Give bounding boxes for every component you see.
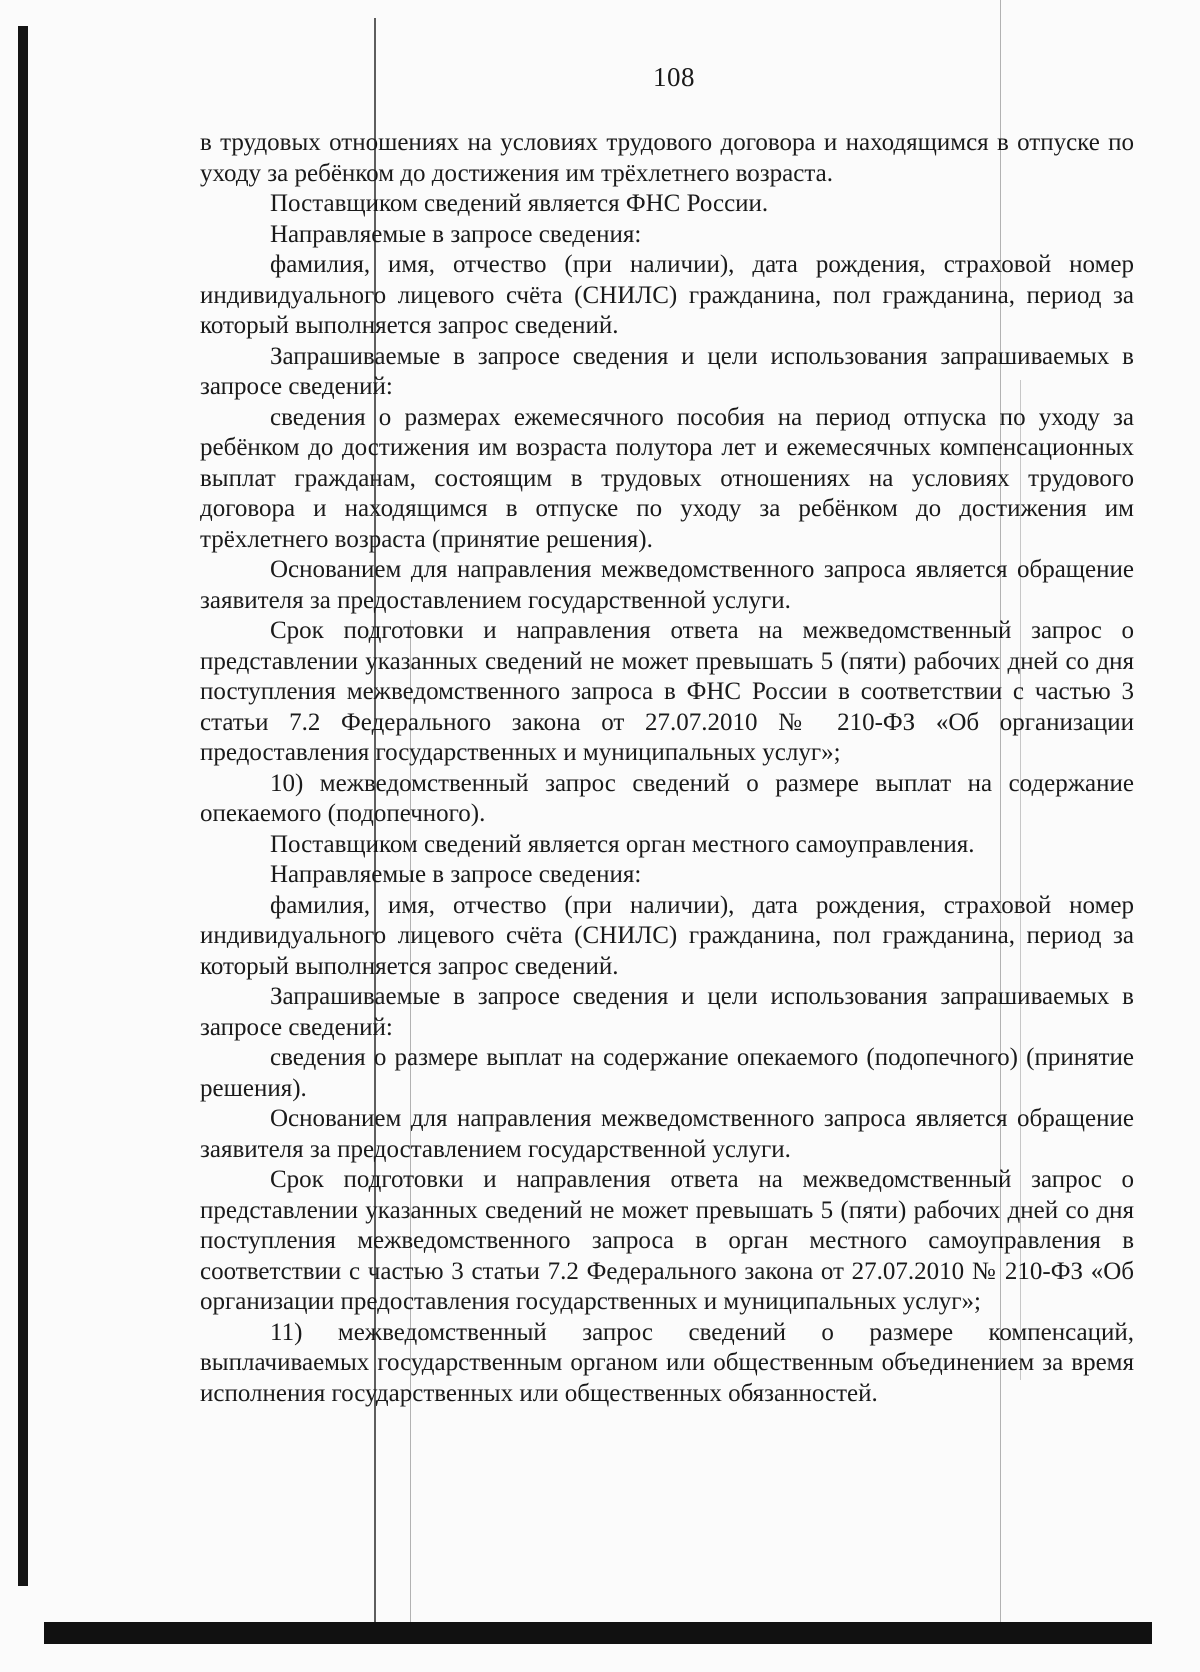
paragraph: Основанием для направления межведомственного запроса является обращение заявителя за предоставлением государственной услуги. bbox=[200, 1105, 1134, 1163]
paragraph: Направляемые в запросе сведения: bbox=[270, 861, 642, 888]
paragraph: Поставщиком сведений является ФНС России. bbox=[270, 190, 769, 217]
paragraph: Поставщиком сведений является орган местного самоуправления. bbox=[270, 830, 975, 858]
scan-bottom-edge bbox=[44, 1622, 1152, 1644]
page-number-text: 108 bbox=[653, 62, 695, 92]
paragraph: фамилия, имя, отчество (при наличии), дата рождения, страховой номер индивидуального лицевого счёта (СНИЛС) гражданина, пол гражданина, период за который выполняется запрос сведений. bbox=[200, 251, 1134, 339]
paragraph: Направляемые в запросе сведения: bbox=[270, 220, 642, 248]
scan-left-edge bbox=[18, 26, 28, 1586]
paragraph: Запрашиваемые в запросе сведения и цели использования запрашиваемых в запросе сведений: bbox=[200, 342, 1134, 400]
paragraph: Запрашиваемые в запросе сведения и цели использования запрашиваемых в запросе сведений: bbox=[200, 983, 1134, 1041]
paragraph: в трудовых отношениях на условиях трудового договора и находящимся в отпуске по уходу за ребёнком до достижения им трёхлетнего возраста. bbox=[200, 129, 1134, 187]
paragraph: Основанием для направления межведомственного запроса является обращение заявителя за предоставлением государственной услуги. bbox=[200, 556, 1134, 614]
paragraph: Срок подготовки и направления ответа на межведомственный запрос о представлении указанных сведений не может превышать 5 (пяти) рабочих дней со дня поступления межведомственного запроса в орган местного самоуправления в соответствии с частью 3 статьи 7.2 Федерального закона от 27.07.2010 № 210-ФЗ «Об организации предоставления государственных и муниципальных услуг»; bbox=[200, 1166, 1134, 1315]
page-number bbox=[0, 62, 1200, 92]
paragraph: 10) межведомственный запрос сведений о размере выплат на содержание опекаемого (подопечного). bbox=[200, 769, 1134, 827]
paragraph: фамилия, имя, отчество (при наличии), дата рождения, страховой номер индивидуального лицевого счёта (СНИЛС) гражданина, пол гражданина, период за который выполняется запрос сведений. bbox=[200, 891, 1134, 980]
paragraph: сведения о размере выплат на содержание опекаемого (подопечного) (принятие решения). bbox=[200, 1044, 1134, 1102]
paragraph: Срок подготовки и направления ответа на межведомственный запрос о представлении указанных сведений не может превышать 5 (пяти) рабочих дней со дня поступления межведомственного запроса в ФНС России в соответствии с частью 3 статьи 7.2 Федерального закона от 27.07.2010 № 210-ФЗ «Об организации предоставления государственных и муниципальных услуг»; bbox=[200, 617, 1134, 766]
document-body bbox=[200, 128, 1134, 1409]
paragraph: сведения о размерах ежемесячного пособия на период отпуска по уходу за ребёнком до достижения им возраста полутора лет и ежемесячных компенсационных выплат гражданам, состоящим в трудовых отношениях на условиях трудового договора и находящимся в отпуске по уходу за ребёнком до достижения им трёхлетнего возраста (принятие решения). bbox=[200, 403, 1134, 553]
paragraph: 11) межведомственный запрос сведений о размере компенсаций, выплачиваемых государственным органом или общественным объединением за время исполнения государственных или общественных обязанностей. bbox=[200, 1318, 1134, 1407]
